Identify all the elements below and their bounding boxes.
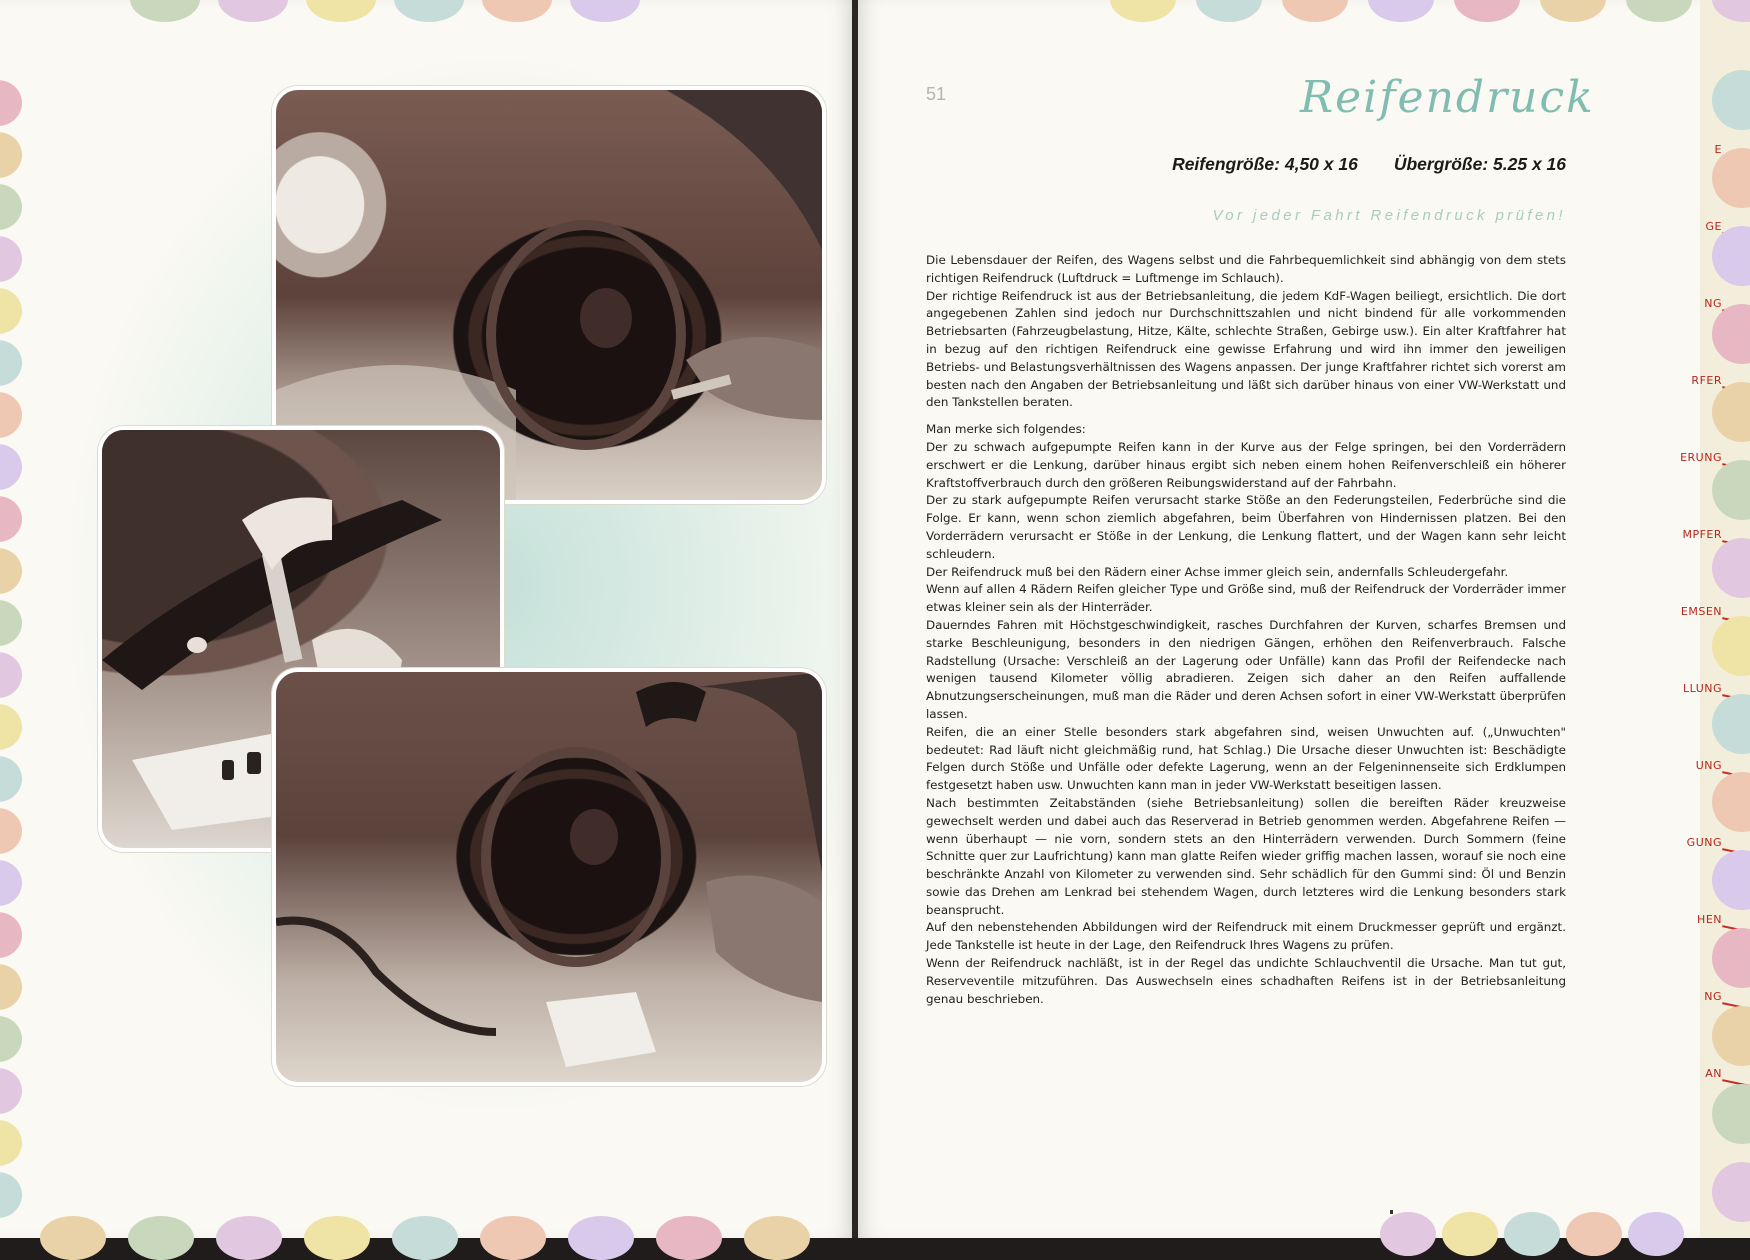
punched-hole [1380, 1212, 1436, 1256]
paragraph: Der Reifendruck muß bei den Rädern einer Achse immer gleich sein, andernfalls Schleudergefahr. [926, 564, 1509, 579]
punched-hole [128, 1216, 194, 1260]
body-text [926, 252, 1566, 1008]
thumb-index-label[interactable]: NG [1704, 990, 1722, 1003]
paragraph: Man merke sich folgendes: [926, 422, 1086, 437]
print-speck [1390, 1210, 1393, 1214]
oversize: Übergröße: 5.25 x 16 [1393, 154, 1566, 174]
thumb-index-label[interactable]: ERUNG [1680, 451, 1722, 464]
punched-hole [1442, 1212, 1498, 1256]
punched-hole [480, 1216, 546, 1260]
punched-hole [656, 1216, 722, 1260]
punched-hole [1628, 1212, 1684, 1256]
thumb-index-label[interactable]: E [1714, 143, 1722, 156]
tire-illustration-bottom [276, 672, 822, 1082]
thumb-index-label[interactable]: LLUNG [1682, 682, 1722, 695]
punched-hole [392, 1216, 458, 1260]
motto: Vor jeder Fahrt Reifendruck prüfen! [1212, 207, 1566, 224]
thumb-index-label[interactable]: NG [1704, 297, 1722, 310]
thumb-index-label[interactable]: EMSEN [1680, 605, 1722, 618]
paragraph: Die Lebensdauer der Reifen, des Wagens selbst und die Fahrbequemlichkeit sind abhängig von dem stets richtigen Reifendruck (Luftdruck = Luftmenge im Schlauch). [926, 253, 1566, 285]
thumb-index-label[interactable]: UNG [1695, 759, 1722, 772]
paragraph: Dauerndes Fahren mit Höchstgeschwindigkeit, rasches Durchfahren der Kurven, scharfes Bremsen und starke Beschleunigung, besonders in den niedrigen Gängen, erhöhen den Reifenverbrauch. Falsche Radstellung (Ursache: Verschleiß an der Lagerung oder Unfälle) kann das Profil der Reifendecke nach wenigen tausend Kilometer völlig abradieren. Zeigen sich daher an den Reifen auffallende Abnutzungserscheinungen, muß man die Räder und deren Achsen sofort in einer VW-Werkstatt überprüfen lassen. [926, 617, 1566, 721]
paragraph: Nach bestimmten Zeitabständen (siehe Betriebsanleitung) sollen die bereiften Räder kreuzweise gewechselt werden und dabei auch das Reserverad in Betrieb genommen werden. Abgefahrene Reifen — wenn überhaupt — nie vorn, sondern stets an den Hinterrädern verwenden. Durch Sommern (feine Schnitte quer zur Laufrichtung) kann man glatte Reifen wieder griffig machen lassen, worauf sie noch eine beschränkte Anzahl von Kilometer zu verwenden sind. Sehr schädlich für den Gummi sind: Öl und Benzin sowie das Drehen am Lenkrad bei stehendem Wagen, durch letzteres wird die Lenkung besonders stark beansprucht. [926, 795, 1566, 917]
punched-hole [304, 1216, 370, 1260]
paragraph: Reifen, die an einer Stelle besonders stark abgefahren sind, weisen Unwuchten auf. („Unwuchten" bedeutet: Rad läuft nicht gleichmäßig rund, hat Schlag.) Die Ursache dieser Unwuchten ist: Beschädigte Felgen durch Stöße und Unfälle oder defekte Lagerung, wenn an der Felgeninnenseite sich Erdklumpen festgesetzt haben usw. Unwuchten kann man in jeder VW-Werkstatt beseitigen lassen. [926, 724, 1566, 793]
punched-hole [216, 1216, 282, 1260]
paragraph: Der richtige Reifendruck ist aus der Betriebsanleitung, die jedem KdF-Wagen beiliegt, ersichtlich. Die dort angegebenen Zahlen sind jedoch nur Durchschnittszahlen und nicht bindend für alle vorkommenden Betriebsarten (Fahrzeugbelastung, Hitze, Kälte, schlechte Straßen, Gebirge usw.). Ein alter Kraftfahrer hat in bezug auf den richtigen Reifendruck eine gewisse Erfahrung und wird ihn immer den jeweiligen Betriebs- und Belastungsverhältnissen des Wagens anpassen. Der junge Kraftfahrer richtet sich vorerst am besten nach den Angaben der Betriebsanleitung und läßt sich darüber hinaus von einer VW-Werkstatt und den Tankstellen beraten. [926, 288, 1566, 410]
thumb-index-label[interactable]: HEN [1697, 913, 1722, 926]
paragraph: Wenn auf allen 4 Rädern Reifen gleicher Type und Größe sind, muß der Reifendruck der Vorderräder immer etwas kleiner sein als der Hinterräder. [926, 582, 1566, 615]
left-page [0, 0, 852, 1238]
tire-size: Reifengröße: 4,50 x 16 [1172, 154, 1358, 174]
thumb-index-label[interactable]: MPFER [1682, 528, 1722, 541]
punched-hole [744, 1216, 810, 1260]
punched-hole [1504, 1212, 1560, 1256]
page-title: Reifendruck [1300, 72, 1595, 123]
thumb-index-label[interactable]: RFER [1691, 374, 1722, 387]
thumb-index-label[interactable]: AN [1705, 1067, 1722, 1080]
thumb-index-label[interactable]: GUNG [1686, 836, 1722, 849]
page-number: 51 [926, 84, 947, 104]
tire-size-line [1100, 154, 1566, 175]
punched-hole [568, 1216, 634, 1260]
punched-hole [40, 1216, 106, 1260]
thumb-index-label[interactable]: GE [1705, 220, 1722, 233]
photo-inflating-tire [272, 668, 826, 1086]
paragraph: Wenn der Reifendruck nachläßt, ist in der Regel das undichte Schlauchventil die Ursache. Man tut gut, Reserveventile mitzuführen. Das Auswechseln eines schadhaften Reifens ist in der Betriebsanleitung genau beschrieben. [926, 956, 1566, 1006]
paragraph: Auf den nebenstehenden Abbildungen wird der Reifendruck mit einem Druckmesser geprüft und ergänzt. Jede Tankstelle ist heute in der Lage, den Reifendruck Ihres Wagens zu prüfen. [926, 920, 1566, 953]
paragraph: Der zu stark aufgepumpte Reifen verursacht starke Stöße an den Federungsteilen, Federbrüche sind die Folge. Er kann, wenn schon ziemlich abgefahren, beim Überfahren von Hindernissen platzen. Bei den Vorderrädern verursacht er Stöße in der Lenkung, die Lenkung flattert, und der Wagen kann sehr leicht schleudern. [926, 493, 1566, 561]
punched-hole [1566, 1212, 1622, 1256]
paragraph: Der zu schwach aufgepumpte Reifen kann in der Kurve aus der Felge springen, bei den Vorderrädern erschwert er die Lenkung, darüber hinaus ergibt sich neben einem hohen Reifenverschleiß ein höherer Kraftstoffverbrauch durch den größeren Reibungswiderstand auf der Fahrbahn. [926, 439, 1566, 490]
